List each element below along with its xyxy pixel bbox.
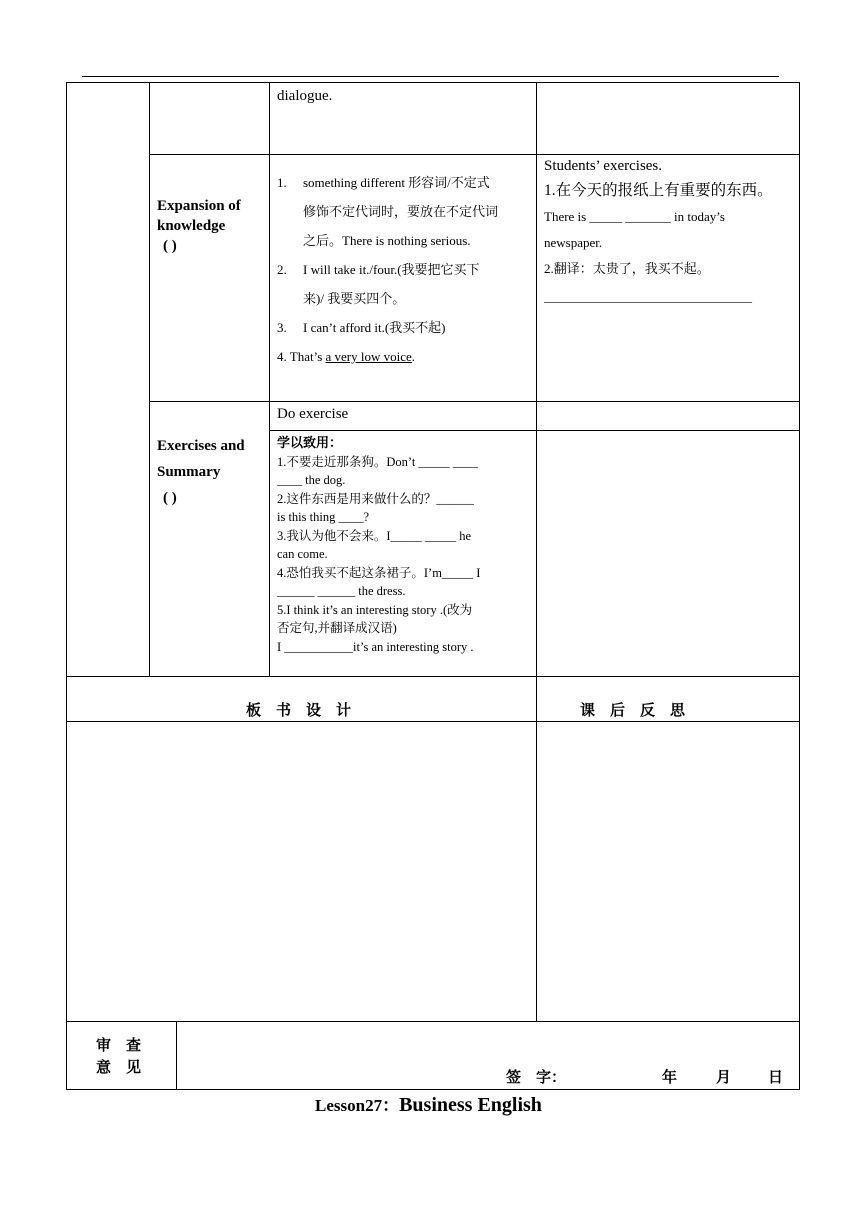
do-exercise-text: Do exercise xyxy=(277,406,349,422)
day-label: 日 xyxy=(768,1070,784,1086)
item-text: something different 形容词/不定式 xyxy=(303,175,490,190)
item-number: 1. xyxy=(277,175,287,190)
exercise-line: ______ ______ the dress. xyxy=(277,584,406,598)
exercise-line: I ___________it’s an interesting story . xyxy=(277,639,474,654)
exercise-question-1: 1.在今天的报纸上有重要的东西。 xyxy=(544,182,773,199)
item-text: I can’t afford it.(我买不起) xyxy=(303,320,446,335)
exercise-line: 否定句,并翻译成汉语) xyxy=(277,621,397,635)
item-text: I will take it./four.(我要把它买下 xyxy=(303,262,480,277)
exercise-line: 3.我认为他不会来。I_____ _____ he xyxy=(277,528,472,543)
expansion-label-paren: ( ) xyxy=(163,238,177,254)
expansion-label xyxy=(157,196,263,256)
lesson-title-prefix: Lesson27： xyxy=(315,1096,400,1115)
list-item xyxy=(277,313,529,342)
review-label-line2: 意 见 xyxy=(96,1060,142,1076)
dialogue-text: dialogue. xyxy=(277,88,333,104)
item-text: . xyxy=(411,349,416,364)
item-text: 之后。There is nothing serious. xyxy=(303,233,471,248)
exercise-line: can come. xyxy=(277,547,328,561)
exercise-list xyxy=(277,434,530,656)
exercise-line: 1.不要走近那条狗。Don’t _____ ____ xyxy=(277,454,478,469)
exercise-answer-2-blank: ________________________________ xyxy=(544,290,752,304)
list-item xyxy=(277,255,529,284)
expansion-label-line1 xyxy=(157,196,263,216)
students-exercises xyxy=(544,156,796,304)
exercises-label xyxy=(157,433,265,511)
item-text: 修饰不定代词时，要放在不定代词 xyxy=(303,204,499,219)
signature-label: 签 字： xyxy=(506,1070,567,1086)
exercises-label-paren: ( ) xyxy=(163,490,177,506)
exercise-line: is this thing ____? xyxy=(277,510,370,524)
exercises-label-line2: Summary xyxy=(157,464,221,480)
exercises-label-line1: Exercises and xyxy=(157,438,245,454)
year-label: 年 xyxy=(662,1070,678,1086)
exercise-line: 4.恐怕我买不起这条裙子。I’m_____ I xyxy=(277,565,481,580)
exercise-line: ____ the dog. xyxy=(277,473,346,487)
lesson-title xyxy=(315,1093,542,1118)
exercise-line: 5.I think it’s an interesting story .(改为 xyxy=(277,602,473,617)
top-rule xyxy=(82,76,779,77)
item-number: 3. xyxy=(277,320,287,335)
exercise-line: 2.这件东西是用来做什么的？______ xyxy=(277,491,474,506)
item-text: 来)/ 我要买四个。 xyxy=(303,291,406,306)
review-label xyxy=(96,1035,141,1079)
expansion-label-line2: knowledge xyxy=(157,218,226,234)
board-design-label: 板 书 设 计 xyxy=(246,703,352,719)
expansion-label-text: Expansion of xyxy=(157,198,241,214)
month-label: 月 xyxy=(716,1070,732,1086)
lesson-title-main: Business English xyxy=(399,1094,542,1116)
item-underlined-text: a very low voice xyxy=(325,349,412,364)
item-text: That’s xyxy=(289,349,326,364)
list-item xyxy=(277,168,529,197)
item-number: 4. xyxy=(277,349,287,364)
exercise-heading: 学以致用： xyxy=(277,435,343,450)
students-exercises-title: Students’ exercises. xyxy=(544,158,663,174)
exercise-answer-1: There is _____ _______ in today’s xyxy=(544,209,725,224)
item-number: 2. xyxy=(277,262,287,277)
exercise-question-2: 2.翻译：太贵了，我买不起。 xyxy=(544,261,710,276)
expansion-list xyxy=(277,168,529,371)
exercise-answer-1-cont: newspaper. xyxy=(544,235,603,250)
review-label-line1: 审 查 xyxy=(96,1038,142,1054)
list-item xyxy=(277,342,529,371)
reflection-label: 课 后 反 思 xyxy=(580,703,686,719)
